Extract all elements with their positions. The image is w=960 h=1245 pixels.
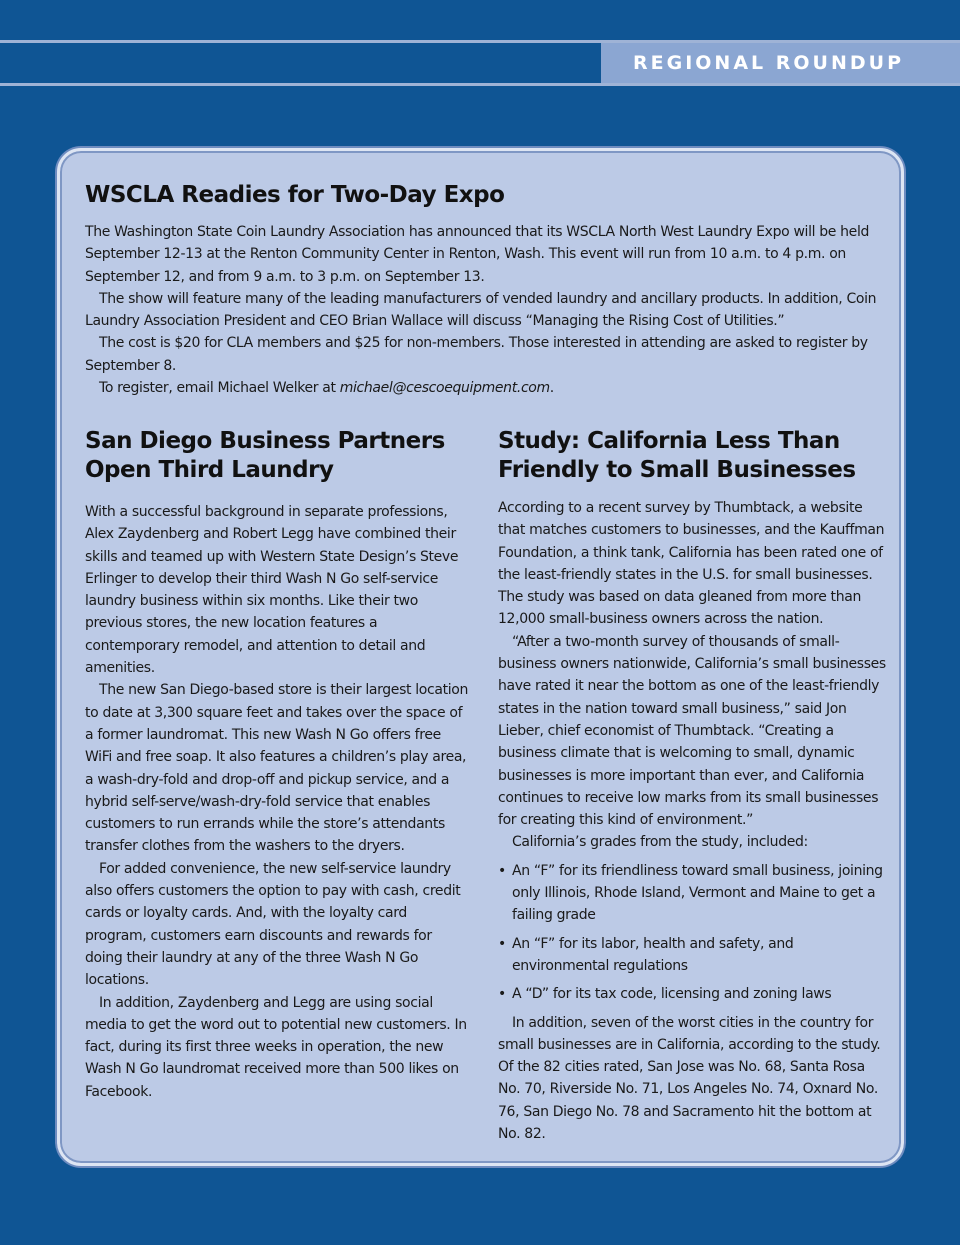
sandiego-paragraph-1: With a successful background in separate professions, Alex Zaydenberg and Robert Legg have combined their skills and teamed up with Western State Design’s Steve Erlinger to develop their third Wash N Go self-service laundry business within six months. Like their two previous stores, the new location features a contemporary remodel, and attention to detail and amenities.	[85, 504, 459, 677]
california-paragraph-2: “After a two-month survey of thousands of small-business owners nationwide, California’s small businesses have rated it near the bottom as one of the least-friendly states in the nation toward small business,” said Jon Lieber, chief economist of Thumbtack. “Creating a business climate that is welcoming to small, dynamic businesses is more important than ever, and California continues to receive low marks from its small businesses for creating this kind of environment.”	[498, 633, 886, 829]
sandiego-paragraph-4: In addition, Zaydenberg and Legg are using social media to get the word out to potential new customers. In fact, during its first three weeks in operation, the new Wash N Go laundromat received more than 500 likes on Facebook.	[85, 994, 467, 1100]
expo-article	[85, 181, 885, 399]
section-title: REGIONAL ROUNDUP	[633, 52, 904, 74]
california-paragraph-4: In addition, seven of the worst cities in the country for small businesses are in California, according to the study. Of the 82 cities rated, San Jose was No. 68, Santa Rosa No. 70, Riverside No. 71, Los Angeles No. 74, Oxnard No. 76, San Diego No. 78 and Sacramento hit the bottom at No. 82.	[498, 1014, 881, 1143]
expo-paragraph-4	[85, 377, 885, 399]
california-paragraph-3: California’s grades from the study, included:	[512, 834, 808, 851]
list-item: • An “F” for its labor, health and safety, and environmental regulations	[498, 933, 888, 978]
expo-headline: WSCLA Readies for Two-Day Expo	[85, 182, 505, 208]
section-tab	[601, 43, 960, 83]
bullet-icon: •	[498, 862, 506, 879]
expo-register-suffix: .	[549, 380, 554, 397]
sandiego-paragraph-2: The new San Diego-based store is their largest location to date at 3,300 square feet and takes over the space of a former laundromat. This new Wash N Go offers free WiFi and free soap. It also features a children’s play area, a wash-dry-fold and drop-off and pickup service, and a hybrid self-serve/wash-dry-fold service that enables customers to run errands while the store’s attendants transfer clothes from the washers to the dryers.	[85, 682, 468, 855]
sandiego-article	[85, 427, 470, 1103]
header-bottom-rule	[0, 83, 960, 86]
list-item: • An “F” for its friendliness toward small business, joining only Illinois, Rhode Island, Vermont and Maine to get a failing grade	[498, 860, 888, 927]
bullet-icon: •	[498, 986, 506, 1003]
expo-paragraph-1: The Washington State Coin Laundry Association has announced that its WSCLA North West Laundry Expo will be held September 12-13 at the Renton Community Center in Renton, Wash. This event will run from 10 a.m. to 4 p.m. on September 12, and from 9 a.m. to 3 p.m. on September 13.	[85, 224, 870, 285]
california-paragraph-1: According to a recent survey by Thumbtack, a website that matches customers to businesses, and the Kauffman Foundation, a think tank, California has been rated one of the least-friendly states in the U.S. for small businesses. The study was based on data gleaned from more than 12,000 small-business owners across the nation.	[498, 500, 885, 628]
bullet-icon: •	[498, 935, 506, 952]
article-panel	[57, 148, 904, 1166]
expo-email-link[interactable]: michael@cescoequipment.com	[339, 380, 550, 397]
california-article	[498, 427, 888, 1145]
expo-paragraph-2: The show will feature many of the leading manufacturers of vended laundry and ancillary products. In addition, Coin Laundry Association President and CEO Brian Wallace will discuss “Managing the Rising Cost of Utilities.”	[85, 290, 877, 330]
grades-list	[498, 860, 888, 1006]
california-headline: Study: California Less Than Friendly to Small Businesses	[498, 428, 856, 483]
list-item: • A “D” for its tax code, licensing and zoning laws	[498, 983, 888, 1005]
sandiego-headline: San Diego Business Partners Open Third Laundry	[85, 428, 445, 483]
expo-paragraph-3: The cost is $20 for CLA members and $25 for non-members. Those interested in attending are asked to register by September 8.	[85, 335, 868, 374]
expo-register-text: To register, email Michael Welker at	[99, 380, 340, 397]
sandiego-paragraph-3: For added convenience, the new self-service laundry also offers customers the option to pay with cash, credit cards or loyalty cards. And, with the loyalty card program, customers earn discounts and rewards for doing their laundry at any of the three Wash N Go locations.	[85, 860, 461, 989]
